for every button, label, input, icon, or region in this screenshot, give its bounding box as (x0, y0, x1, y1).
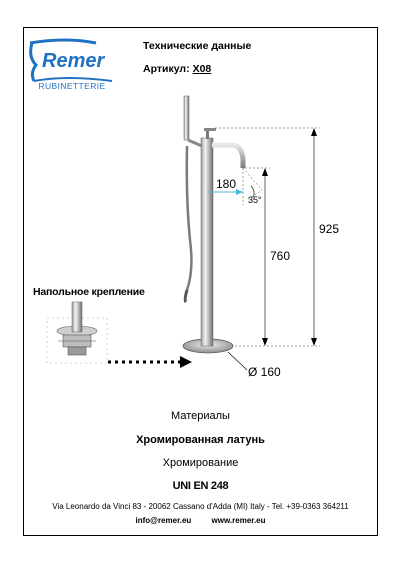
dim-spout-reach: 180 (216, 177, 237, 191)
standard-value: UNI EN 248 (172, 480, 229, 492)
article-label: Артикул: (143, 63, 190, 75)
dim-total-height: 925 (319, 222, 340, 236)
footer-address: Via Leonardo da Vinci 83 - 20062 Cassano d'Adda (MI) Italy - Tel. +39-0363 364211 (52, 502, 349, 511)
finish-label: Хромирование (162, 457, 239, 469)
svg-text:Remer: Remer (42, 50, 105, 72)
floor-mount-label: Напольное крепление (33, 286, 145, 298)
spout (212, 145, 243, 168)
shower-holder (184, 96, 189, 140)
dim-base-diameter: Ø 160 (248, 365, 281, 379)
materials-label: Материалы (171, 410, 230, 422)
lever-handle (206, 131, 209, 139)
footer-contacts (23, 516, 378, 525)
main-column (201, 138, 213, 346)
article-code: X08 (192, 63, 212, 75)
shower-hose (187, 146, 192, 290)
brand-subtitle: RUBINETTERIE (38, 81, 106, 91)
page-title: Технические данные (143, 40, 252, 52)
dim-spout-height: 760 (270, 249, 291, 263)
email-link[interactable]: info@remer.eu (135, 516, 192, 525)
dim-angle: 35° (248, 195, 262, 205)
materials-value: Хромированная латунь (136, 434, 265, 446)
website-link[interactable]: www.remer.eu (211, 516, 266, 525)
